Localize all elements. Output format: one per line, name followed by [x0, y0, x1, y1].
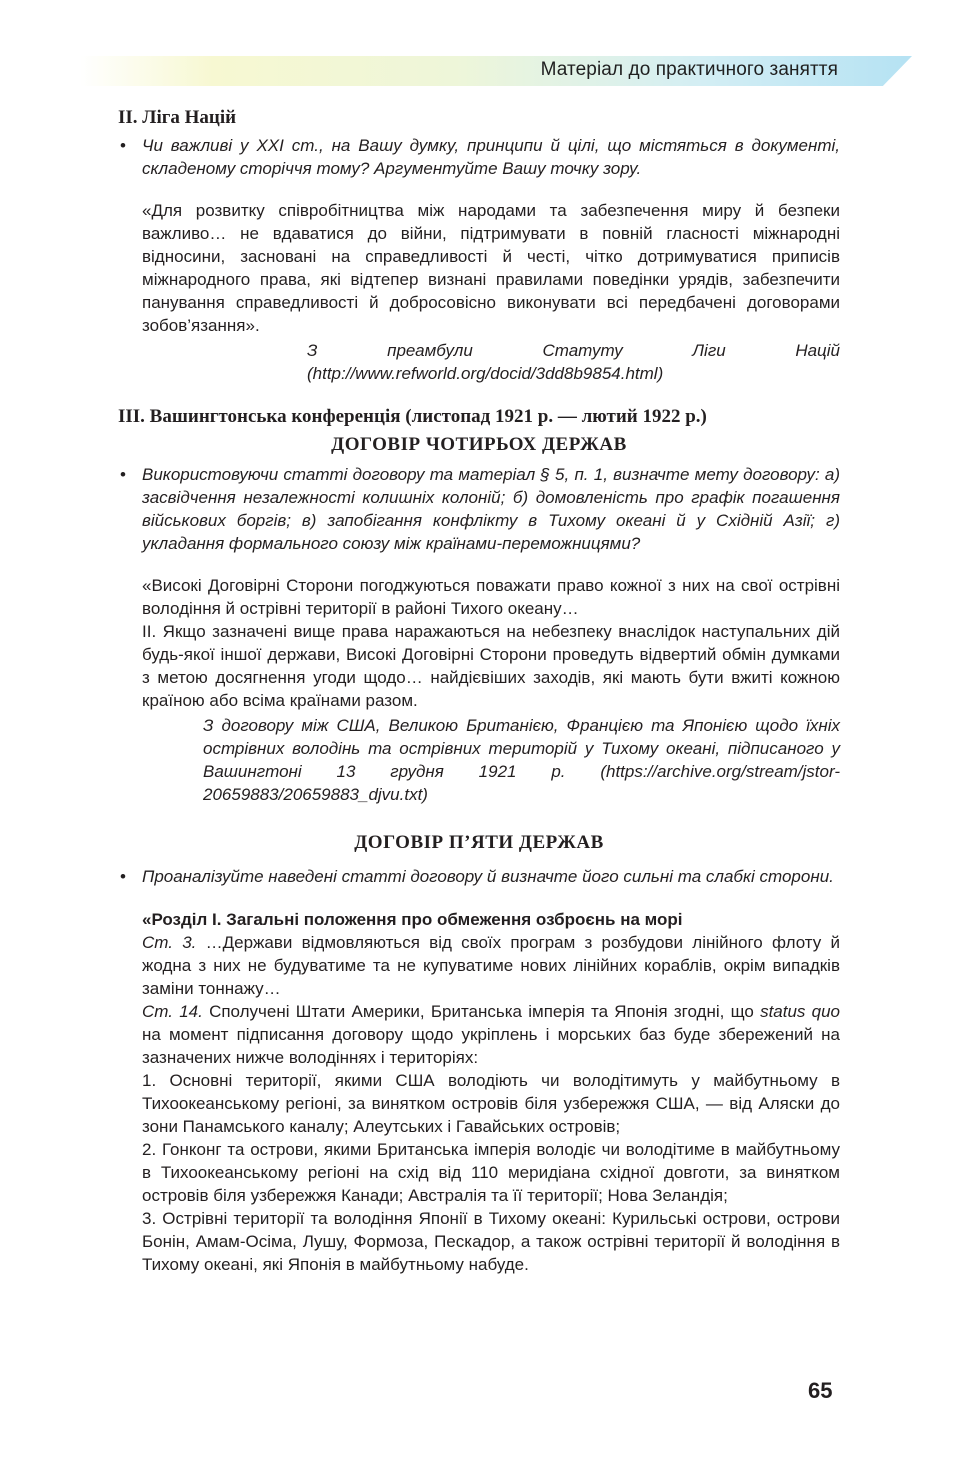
source-league-covenant: З преамбули Статуту Ліги Націй (http://www.refworld.org/docid/3dd8b9854.html) — [307, 341, 840, 383]
subsection-title-four-power-treaty: ДОГОВІР ЧОТИРЬОХ ДЕРЖАВ — [331, 434, 627, 455]
page-content — [118, 107, 840, 1276]
task-four-power-treaty — [118, 463, 840, 555]
bullet-icon: • — [120, 136, 126, 155]
task-text: Чи важливі у ХХІ ст., на Вашу думку, принципи й цілі, що містяться в документі, складеному сторіччя тому? Аргументуйте Вашу точку зору. — [142, 136, 840, 178]
quote-paragraph-2: ІІ. Якщо зазначені вище права наражаються на небезпеку внаслідок наступальних дій будь-якої іншої держави, Високі Договірні Сторони проведуть відвертий обмін думками з метою досягнення угоди щодо… найдієвіших заходів, які мають бути вжиті кожною країною або всіма країнами разом. — [142, 622, 840, 710]
section-title-washington-conference: ІІІ. Вашингтонська конференція (листопад 1921 р. — лютий 1922 р.) — [118, 406, 707, 427]
task-text: Проаналізуйте наведені статті договору й визначте його сильні та слабкі сторони. — [142, 867, 834, 886]
page-number: 65 — [808, 1378, 833, 1403]
article-3 — [142, 931, 840, 1000]
quote-league-covenant — [142, 199, 840, 337]
task-five-power-treaty — [118, 865, 840, 888]
source-four-power-treaty: З договору між США, Великою Британією, Францією та Японією щодо їхніх острівних володінь та острівних територій у Тихому океані, підписаного у Вашингтоні 13 грудня 1921 р. (https://archive.org/stream/jstor-20659883/20659883_djvu.txt) — [203, 716, 840, 804]
chapter-title: «Розділ І. Загальні положення про обмеження озброєнь на морі — [142, 910, 683, 929]
quote-text: «Для розвитку співробітництва між народами та забезпечення миру й безпеки важливо… не вдаватися до війни, підтримувати в повній гласності міжнародні відносини, засновані на справедливості й честі, чітко дотримуватися приписів міжнародного права, які відтепер визнані правилами поведінки урядів, забезпечити панування справедливості й добросовісно виконувати всі передбачені договорами зобов’язання». — [142, 201, 840, 335]
article-14-text-a: Сполучені Штати Америки, Британська імперія та Японія згодні, що — [202, 1002, 761, 1021]
quote-paragraph-1: «Високі Договірні Сторони погоджуються поважати право кожної з них на свої острівні володіння й острівні території в районі Тихого океану… — [142, 576, 840, 618]
section-title-league-of-nations: ІІ. Ліга Націй — [118, 107, 237, 128]
subsection-title-five-power-treaty: ДОГОВІР П’ЯТИ ДЕРЖАВ — [354, 832, 604, 853]
article-3-text: …Держави відмовляються від своїх програм з розбудови лінійного флоту й жодна з них не будуватиме та не купуватиме нових лінійних кораблів, окрім випадків заміни тоннажу… — [142, 933, 840, 998]
bullet-icon: • — [120, 867, 126, 886]
list-item-2: 2. Гонконг та острови, якими Британська імперія володіє чи володітиме в майбутньому в Тихоокеанському регіоні на схід від 110 меридіана східної довготи, за винятком островів біля узбережжя Канади; Австралія та її території; Нова Зеландія; — [142, 1140, 840, 1205]
quote-four-power-treaty — [142, 574, 840, 712]
list-item-3: 3. Острівні території та володіння Японії в Тихому океані: Курильські острови, острови Бонін, Амам-Осіма, Лушу, Формоза, Пескадор, а також острівні території й володіння в Тихому океані, які Японія в майбутньому набуде. — [142, 1209, 840, 1274]
article-3-label: Ст. 3. — [142, 933, 197, 952]
task-text: Використовуючи статті договору та матеріал § 5, п. 1, визначте мету договору: а) засвідчення незалежності колишніх колоній; б) домовленість про графік погашення військових боргів; в) запобігання конфлікту в Тихому океані й у Східній Азії; г) укладання формального союзу між країнами-переможницями? — [142, 465, 840, 553]
list-item-1: 1. Основні території, якими США володіють чи володітимуть у майбутньому в Тихоокеанському регіоні, за винятком островів біля узбережжя США, — від Аляски до зони Панамського каналу; Алеутських і Гавайських островів; — [142, 1071, 840, 1136]
article-14 — [142, 1000, 840, 1069]
running-header-title: Матеріал до практичного заняття — [540, 59, 838, 80]
quote-five-power-treaty — [142, 908, 840, 1276]
bullet-icon: • — [120, 465, 126, 484]
task-league-of-nations — [118, 134, 840, 180]
article-14-status-quo: status quo — [760, 1002, 841, 1021]
article-14-text-b: на момент підписання договору щодо укріплень і морських баз буде збережений на зазначених нижче володіннях і територіях: — [142, 1025, 840, 1067]
article-14-label: Ст. 14. — [142, 1002, 203, 1021]
